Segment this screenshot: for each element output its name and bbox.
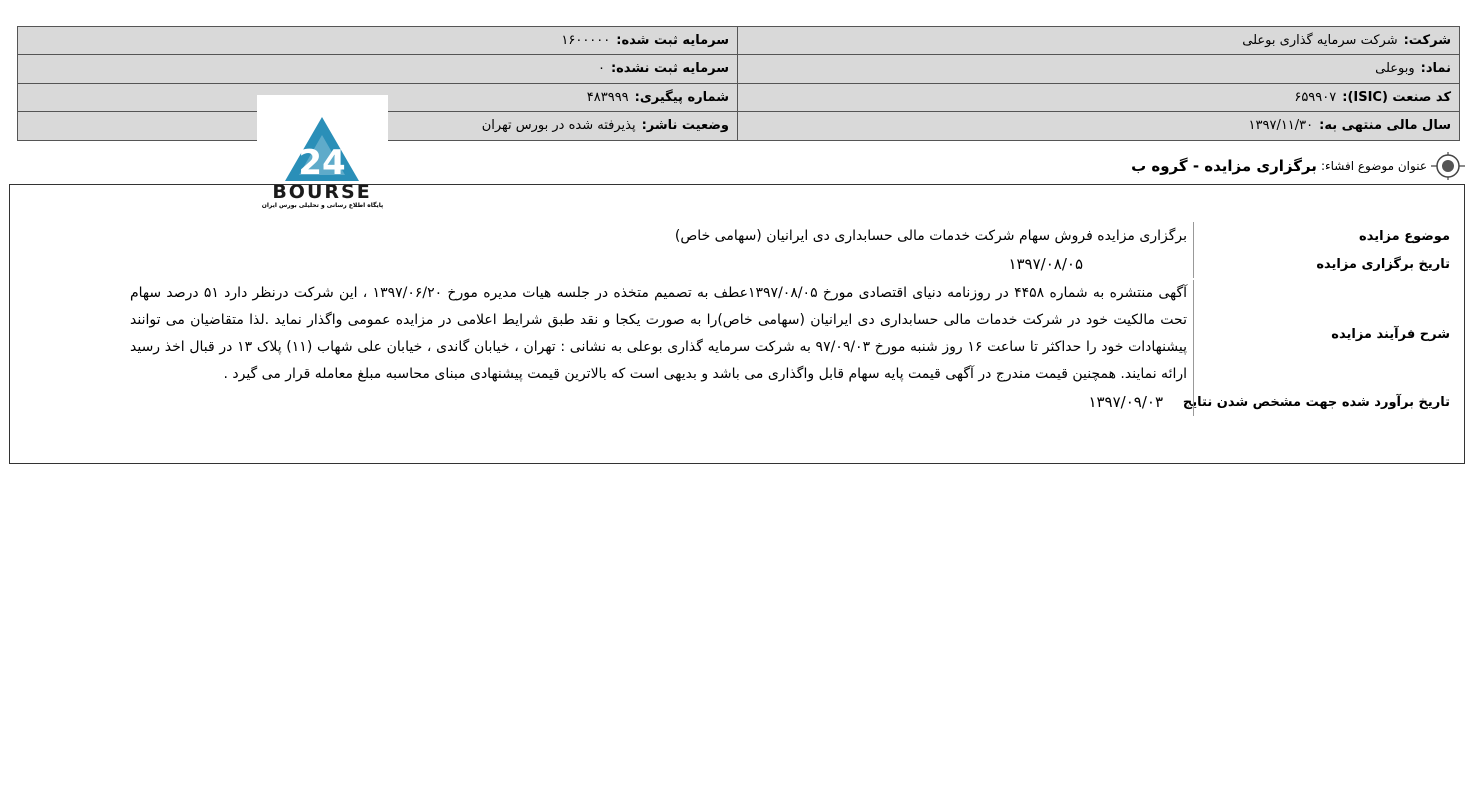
isic-value: ۶۵۹۹۰۷ [1294, 89, 1337, 105]
registered-capital-label: سرمایه ثبت شده: [616, 33, 729, 49]
results-date-row [1082, 388, 1464, 416]
unregistered-capital-label: سرمایه ثبت نشده: [610, 61, 729, 77]
auction-details [9, 184, 1465, 464]
auction-process-row [124, 280, 1464, 388]
subject-title: برگزاری مزایده - گروه ب [1131, 157, 1317, 175]
fiscal-year-label: سال مالی منتهی به: [1319, 118, 1451, 134]
symbol-value: وبوعلی [1375, 61, 1415, 77]
fiscal-year-cell [737, 112, 1459, 140]
symbol-label: نماد: [1420, 61, 1451, 77]
logo-number: 24 [298, 143, 346, 183]
tracking-label: شماره پیگیری: [634, 89, 729, 105]
isic-label: کد صنعت (ISIC): [1342, 89, 1451, 105]
publisher-status-label: وضعیت ناشر: [641, 118, 729, 134]
disclosure-subject [1131, 149, 1465, 183]
auction-process-label: شرح فرآیند مزایده [1331, 326, 1450, 342]
auction-topic-label: موضوع مزایده [1359, 228, 1450, 244]
registered-capital-value: ۱۶۰۰۰۰۰ [561, 33, 611, 49]
tracking-value: ۴۸۳۹۹۹ [586, 89, 629, 105]
company-value: شرکت سرمایه گذاری بوعلی [1242, 33, 1398, 49]
logo-caption: پایگاه اطلاع رسانی و تحلیلی بورس ایران [261, 202, 384, 209]
fiscal-year-value: ۱۳۹۷/۱۱/۳۰ [1248, 118, 1314, 134]
auction-process-value: آگهی منتشره به شماره ۴۴۵۸ در روزنامه دنیای اقتصادی مورخ ۱۳۹۷/۰۸/۰۵عطف به تصمیم متخذه در جلسه هیات مدیره مورخ ۱۳۹۷/۰۶/۲۰ ، این شرکت درنظر دارد ۵۱ درصد سهام تحت مالکیت خود در شرکت خدمات مالی حسابداری دی ایرانیان (سهامی خاص)را به صورت یکجا و نقد طبق شرایط اعلامی در مزایده عمومی واگذار نماید .لذا متقاضیان می توانند پیشنهادات خود را حداکثر تا ساعت ۱۶ روز شنبه مورخ ۹۷/۰۹/۰۳ به شرکت سرمایه گذاری بوعلی به نشانی : تهران ، خیابان گاندی ، خیابان علی شهاب (۱۱) پلاک ۱۳ در قبال اخذ رسید ارائه نمایند. همچنین قیمت مندرج در آگهی قیمت پایه سهام قابل واگذاری می باشد و بدیهی است که بالاترین قیمت پیشنهادی مبنای محاسبه مبلغ معامله قرار می گیرد . [124, 280, 1194, 388]
company-label: شرکت: [1403, 33, 1451, 49]
auction-topic-value: برگزاری مزایده فروش سهام شرکت خدمات مالی حسابداری دی ایرانیان (سهامی خاص) [669, 222, 1194, 250]
auction-date-row [1002, 250, 1464, 278]
auction-topic-row [669, 222, 1464, 250]
company-cell [737, 27, 1459, 55]
publisher-status-value: پذیرفته شده در بورس تهران [481, 118, 636, 134]
unregistered-capital-cell [18, 55, 737, 83]
unregistered-capital-value: ۰ [597, 61, 605, 77]
isic-cell [737, 84, 1459, 112]
symbol-cell [737, 55, 1459, 83]
company-info-table [17, 26, 1460, 141]
auction-date-label: تاریخ برگزاری مزایده [1316, 256, 1450, 272]
subject-prefix: عنوان موضوع افشاء: [1320, 159, 1427, 173]
target-icon [1431, 149, 1465, 183]
results-date-label: تاریخ برآورد شده جهت مشخص شدن نتایج [1182, 394, 1450, 410]
auction-date-value: ۱۳۹۷/۰۸/۰۵ [1002, 250, 1194, 278]
logo-wordmark: BOURSE [272, 181, 372, 203]
results-date-value: ۱۳۹۷/۰۹/۰۳ [1082, 388, 1194, 416]
registered-capital-cell [18, 27, 737, 55]
